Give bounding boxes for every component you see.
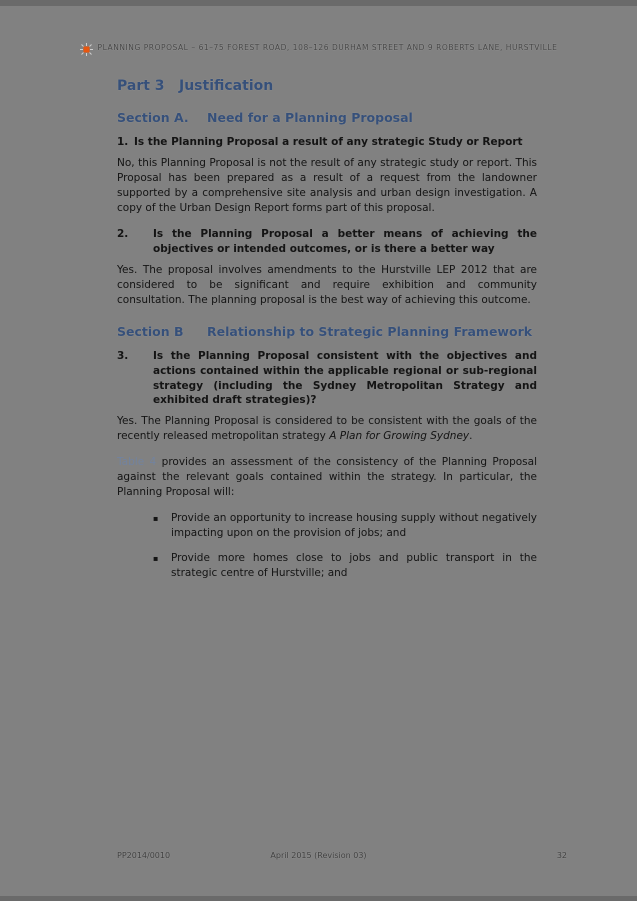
question-3 (117, 349, 537, 409)
section-b-title: Relationship to Strategic Planning Framework (207, 323, 533, 339)
page-top-edge (0, 0, 637, 6)
bullet-1-text: Provide an opportunity to increase housing supply without negatively impacting upon on the provision of jobs; and (171, 512, 537, 540)
table-4-cross-reference[interactable]: Table 4 (117, 456, 157, 469)
part-3-label: Part 3 (117, 78, 165, 94)
list-item (117, 551, 537, 581)
answer-2-paragraph: Yes. The proposal involves amendments to the Hurstville LEP 2012 that are considered to be significant and require exhibition and community consultation. The planning proposal is the best way of achieving this outcome. (117, 263, 537, 306)
section-b-heading (117, 324, 537, 339)
question-1-number: 1. (117, 136, 129, 148)
question-1-text: Is the Planning Proposal a result of any strategic Study or Report (134, 136, 523, 148)
footer-page-number: 32 (556, 851, 567, 860)
answer-3-text-after: . (469, 430, 473, 443)
question-3-number: 3. (117, 349, 129, 362)
question-2-text: Is the Planning Proposal a better means of achieving the objectives or intended outcomes, or is there a better way (153, 227, 537, 255)
header-title: PLANNING PROPOSAL – 61–75 FOREST ROAD, 108–126 DURHAM STREET AND 9 ROBERTS LANE, HURSTVILLE (97, 43, 558, 52)
answer-3-paragraph (117, 414, 537, 444)
part-3-title: Justification (179, 78, 274, 94)
answer-1-paragraph: No, this Planning Proposal is not the result of any strategic study or report. This Proposal has been prepared as a result of a request from the landowner supported by a comprehensive site analysis and urban design investigation. A copy of the Urban Design Report forms part of this proposal. (117, 156, 537, 214)
footer-reference-number: PP2014/0010 (117, 851, 171, 860)
question-2-number: 2. (117, 227, 129, 240)
list-item (117, 511, 537, 541)
strategy-title-italic: A Plan for Growing Sydney (329, 430, 470, 443)
table-reference-paragraph (117, 455, 537, 500)
question-2 (117, 227, 537, 257)
question-3-text: Is the Planning Proposal consistent with the objectives and actions contained within the applicable regional or sub-regional strategy (including the Sydney Metropolitan Strategy and exhibited draft strategies)? (153, 349, 537, 407)
section-b-label: Section B (117, 323, 184, 339)
table-reference-text: provides an assessment of the consistency of the Planning Proposal against the relevant goals contained within the strategy. In particular, the Planning Proposal will: (117, 456, 537, 499)
document-footer (0, 851, 637, 863)
section-a-label: Section A. (117, 110, 189, 125)
answer-3-text-before: Yes. The Planning Proposal is considered to be consistent with the goals of the recently released metropolitan strategy (117, 415, 537, 443)
page-content (117, 78, 537, 591)
bullet-2-text: Provide more homes close to jobs and public transport in the strategic centre of Hurstville; and (171, 552, 537, 580)
section-a-title: Need for a Planning Proposal (207, 110, 413, 125)
section-a-heading (117, 110, 537, 125)
page-bottom-edge (0, 896, 637, 901)
sunburst-icon (80, 41, 93, 54)
document-header (0, 41, 637, 54)
question-1 (117, 135, 537, 150)
bullet-square-icon: ▪ (153, 514, 159, 524)
footer-revision: April 2015 (Revision 03) (270, 851, 367, 860)
bullet-square-icon: ▪ (153, 554, 159, 564)
part-3-heading (117, 78, 537, 94)
